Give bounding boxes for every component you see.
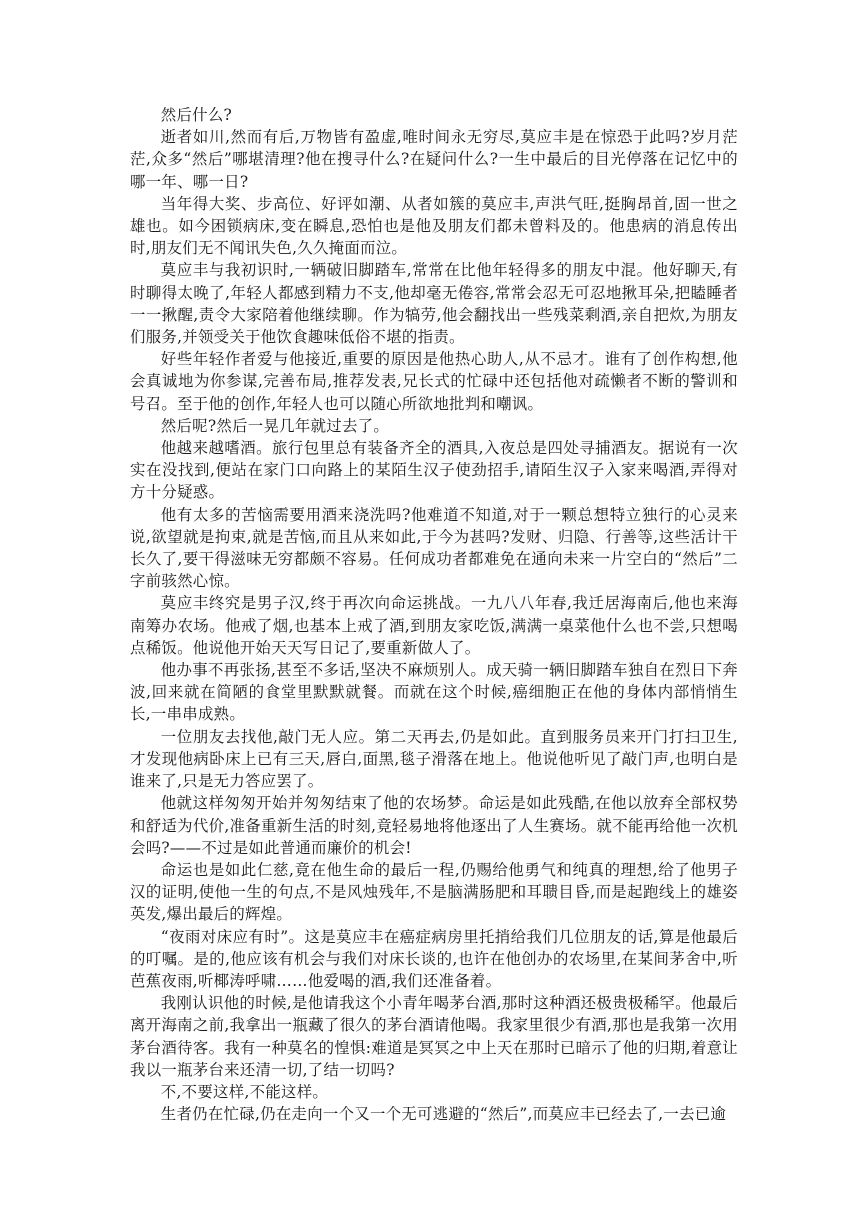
paragraph: 命运也是如此仁慈,竟在他生命的最后一程,仍赐给他勇气和纯真的理想,给了他男子汉的证明,使他一生的句点,不是风烛残年,不是脑满肠肥和耳聩目昏,而是起跑线上的雄姿英发,爆出最后的辉煌。: [130, 860, 738, 924]
paragraph: 他有太多的苦恼需要用酒来浇洗吗?他难道不知道,对于一颗总想特立独行的心灵来说,欲望就是拘束,就是苦恼,而且从来如此,于今为甚吗?发财、归隐、行善等,这些活计干长久了,要干得滋味无穷都颇不容易。任何成功者都难免在通向未来一片空白的“然后”二字前骇然心惊。: [130, 505, 738, 591]
paragraph: 然后什么?: [160, 106, 233, 124]
paragraph: 好些年轻作者爱与他接近,重要的原因是他热心助人,从不忌才。谁有了创作构想,他会真诚地为你参谋,完善布局,推荐发表,兄长式的忙碌中还包括他对疏懒者不断的警训和号召。至于他的创作,年轻人也可以随心所欲地批判和嘲讽。: [130, 350, 738, 413]
paragraph: 不,不要这样,不能这样。: [160, 1082, 329, 1101]
paragraph: “夜雨对床应有时”。这是莫应丰在癌症病房里托捎给我们几位朋友的话,算是他最后的叮嘱。是的,他应该有机会与我们对床长谈的,也许在他创办的农场里,在某间茅舍中,听芭蕉夜雨,听椰涛呼啸……他爱喝的酒,我们还准备着。: [130, 927, 738, 990]
paragraph: 我刚认识他的时候,是他请我这个小青年喝茅台酒,那时这种酒还极贵极稀罕。他最后离开海南之前,我拿出一瓶藏了很久的茅台酒请他喝。我家里很少有酒,那也是我第一次用茅台酒待客。我有一种莫名的惶惧:难道是冥冥之中上天在那时已暗示了他的归期,着意让我以一瓶茅台来还清一切,了结一切吗?: [130, 994, 738, 1079]
paragraph: 他就这样匆匆开始并匆匆结束了他的农场梦。命运是如此残酷,在他以放弃全部权势和舒适为代价,准备重新生活的时刻,竟轻易地将他逐出了人生赛场。就不能再给他一次机会吗?——不过是如此普通而廉价的机会!: [130, 794, 738, 857]
paragraph: 莫应丰与我初识时,一辆破旧脚踏车,常常在比他年轻得多的朋友中混。他好聊天,有时聊得太晚了,年轻人都感到精力不支,他却毫无倦容,常常会忍无可忍地揪耳朵,把瞌睡者一一揪醒,责令大家陪着他继续聊。作为犒劳,他会翻找出一些残菜剩酒,亲自把炊,为朋友们服务,并领受关于他饮食趣味低俗不堪的指责。: [130, 261, 738, 347]
paragraph: 当年得大奖、步高位、好评如潮、从者如簇的莫应丰,声洪气旺,挺胸昂首,固一世之雄也。如今困锁病床,变在瞬息,恐怕也是他及朋友们都未曾料及的。他患病的消息传出时,朋友们无不闻讯失色,久久掩面而泣。: [130, 194, 738, 258]
paragraph: 逝者如川,然而有后,万物皆有盈虚,唯时间永无穷尽,莫应丰是在惊恐于此吗?岁月茫茫,众多“然后”哪堪清理?他在搜寻什么?在疑问什么?一生中最后的目光停落在记忆中的哪一年、哪一日?: [130, 128, 738, 191]
paragraph: 他越来越嗜酒。旅行包里总有装备齐全的酒具,入夜总是四处寻捕酒友。据说有一次实在没找到,便站在家门口向路上的某陌生汉子使劲招手,请陌生汉子入家来喝酒,弄得对方十分疑惑。: [130, 439, 738, 502]
article-body: [130, 104, 738, 1125]
paragraph: 然后呢?然后一晃几年就过去了。: [160, 416, 390, 435]
paragraph: 他办事不再张扬,甚至不多话,坚决不麻烦别人。成天骑一辆旧脚踏车独自在烈日下奔波,回来就在简陋的食堂里默默就餐。而就在这个时候,癌细胞正在他的身体内部悄悄生长,一串串成熟。: [130, 661, 738, 724]
paragraph: 莫应丰终究是男子汉,终于再次向命运挑战。一九八八年春,我迁居海南后,他也来海南筹办农场。他戒了烟,也基本上戒了酒,到朋友家吃饭,满满一桌菜他什么也不尝,只想喝点稀饭。他说他开始天天写日记了,要重新做人了。: [130, 594, 738, 657]
paragraph: 生者仍在忙碌,仍在走向一个又一个无可逃避的“然后”,而莫应丰已经去了,一去已逾: [160, 1105, 727, 1124]
paragraph: 一位朋友去找他,敲门无人应。第二天再去,仍是如此。直到服务员来开门打扫卫生,才发现他病卧床上已有三天,唇白,面黑,毯子滑落在地上。他说他听见了敲门声,也明白是谁来了,只是无力答应罢了。: [130, 727, 738, 791]
